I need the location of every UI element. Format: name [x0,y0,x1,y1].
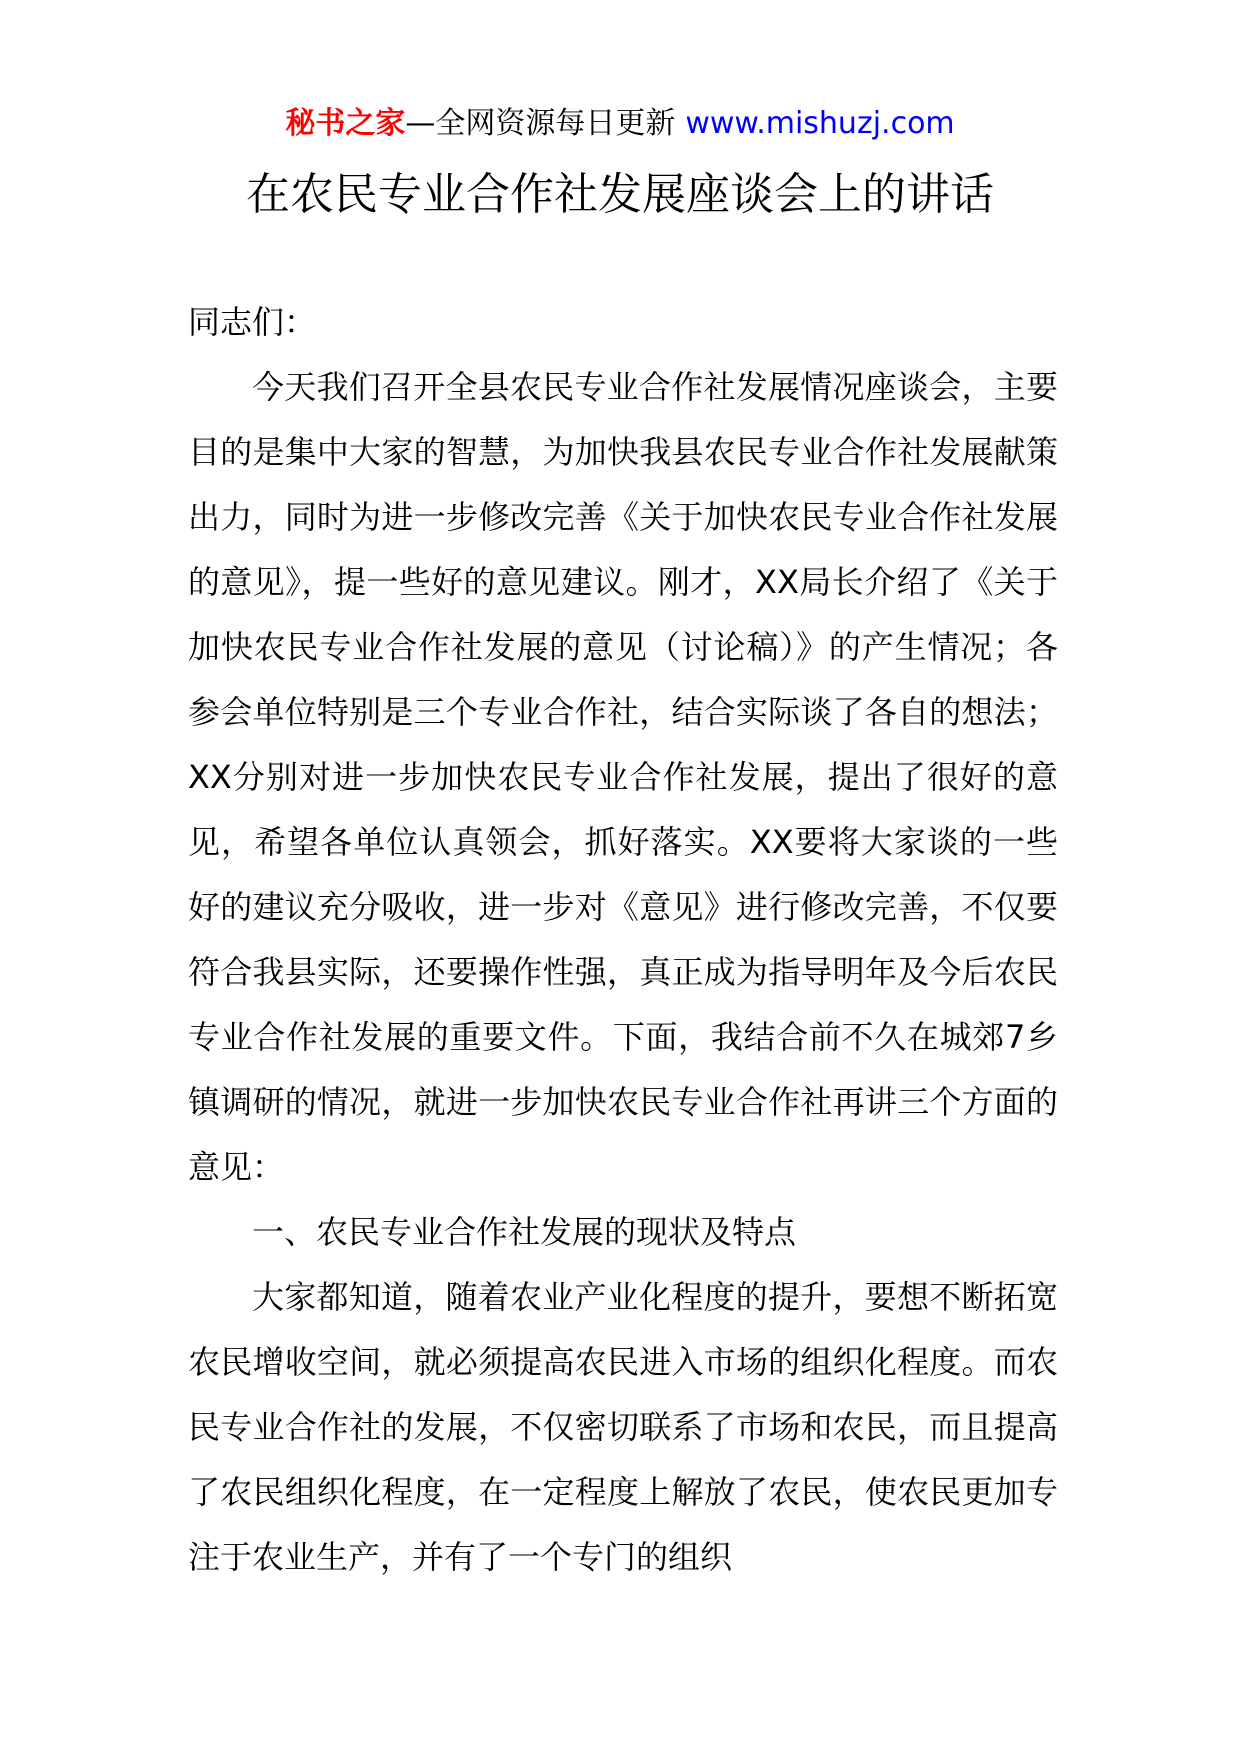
site-url[interactable]: www.mishuzj.com [685,106,955,141]
document-body [188,290,1058,1590]
header-slogan: —全网资源每日更新 [405,106,676,141]
section-heading: 一、农民专业合作社发展的现状及特点 [252,1213,797,1251]
paragraph: 今天我们召开全县农民专业合作社发展情况座谈会，主要目的是集中大家的智慧，为加快我县农民专业合作社发展献策出力，同时为进一步修改完善《关于加快农民专业合作社发展的意见》，提一些好的意见建议。刚才，XX局长介绍了《关于加快农民专业合作社发展的意见（讨论稿）》的产生情况；各参会单位特别是三个专业合作社，结合实际谈了各自的想法；XX分别对进一步加快农民专业合作社发展，提出了很好的意见，希望各单位认真领会，抓好落实。XX要将大家谈的一些好的建议充分吸收，进一步对《意见》进行修改完善，不仅要符合我县实际，还要操作性强，真正成为指导明年及今后农民专业合作社发展的重要文件。下面，我结合前不久在城郊7乡镇调研的情况，就进一步加快农民专业合作社再讲三个方面的意见： [188,368,1058,1186]
paragraph: 大家都知道，随着农业产业化程度的提升，要想不断拓宽农民增收空间，就必须提高农民进入市场的组织化程度。而农民专业合作社的发展，不仅密切联系了市场和农民，而且提高了农民组织化程度，在一定程度上解放了农民，使农民更加专注于农业生产，并有了一个专门的组织 [188,1278,1058,1576]
site-header [0,98,1240,150]
brand-name: 秘书之家 [285,106,406,141]
salutation: 同志们： [188,303,317,341]
document-title: 在农民专业合作社发展座谈会上的讲话 [246,169,994,220]
